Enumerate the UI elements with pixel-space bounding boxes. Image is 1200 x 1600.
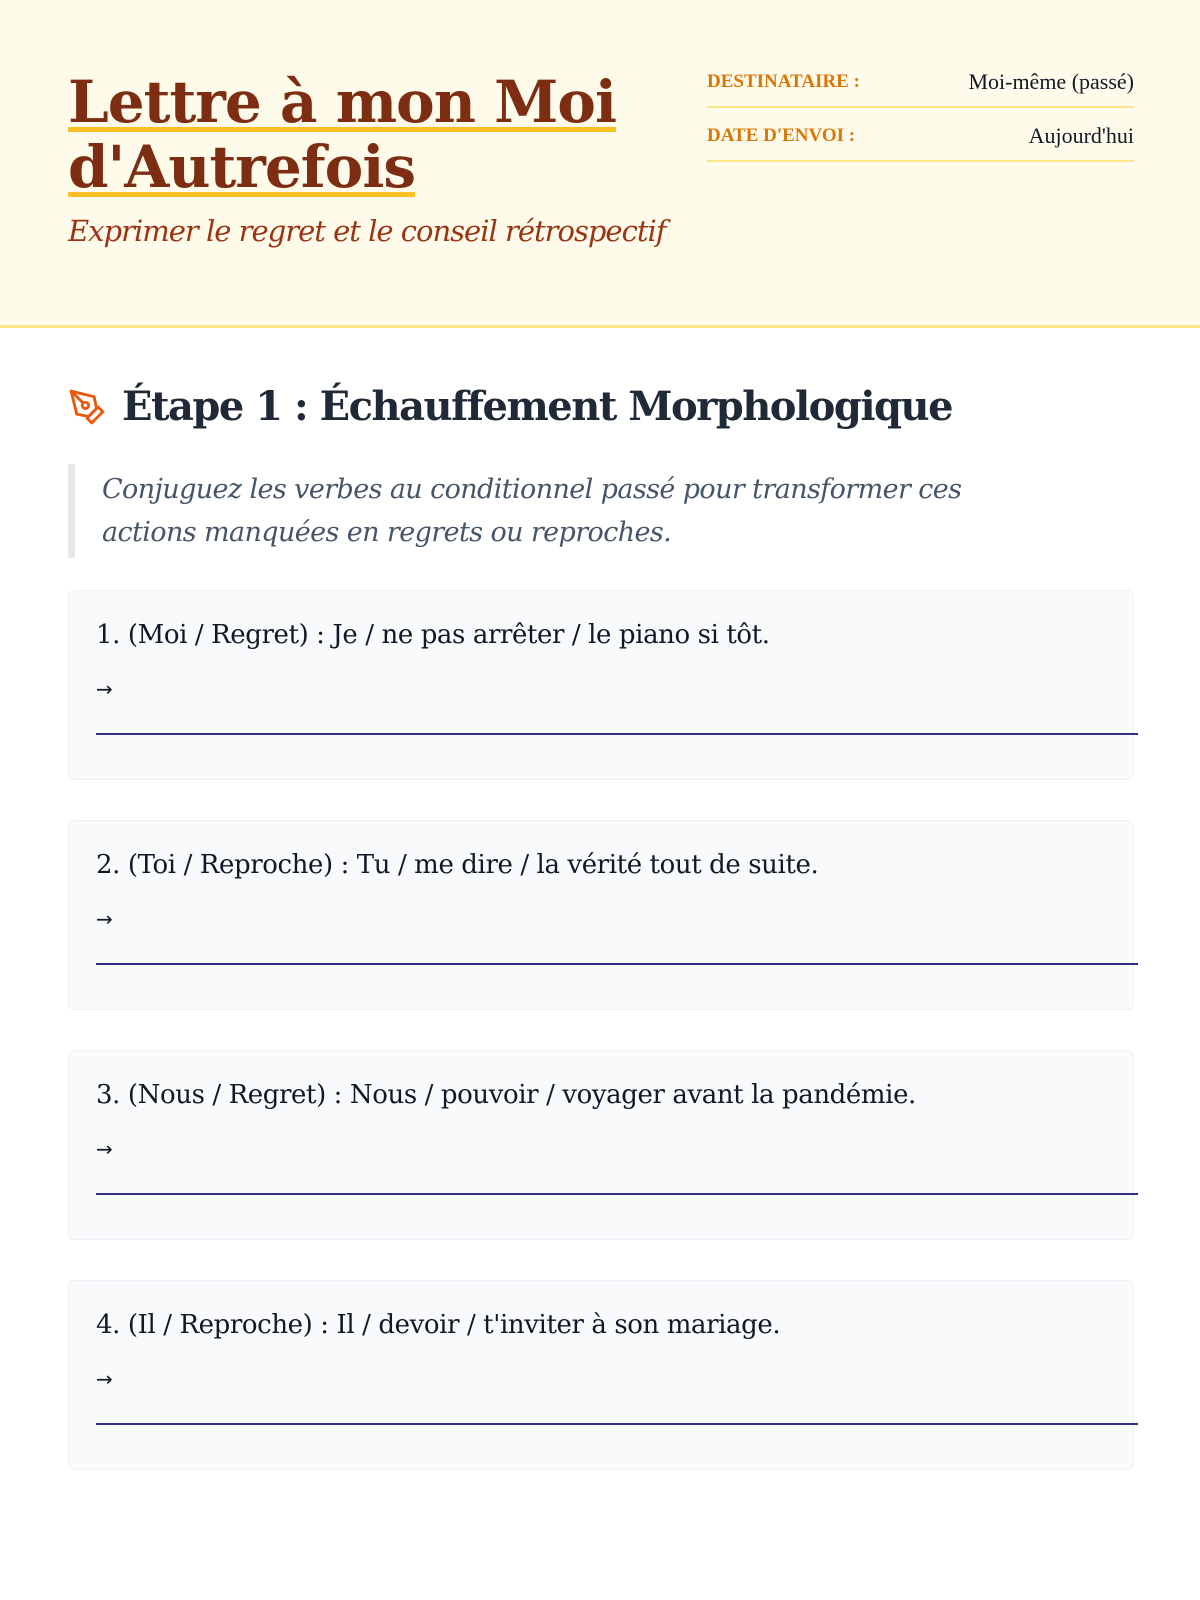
page-title-text: Lettre à mon Moi d'Autrefois xyxy=(68,68,617,201)
send-date-value: Aujourd'hui xyxy=(1028,123,1134,148)
recipient-value: Moi-même (passé) xyxy=(968,69,1134,94)
pen-nib-icon xyxy=(68,388,106,426)
exercise-prompt: 2. (Toi / Reproche) : Tu / me dire / la vérité tout de suite. xyxy=(96,850,819,880)
section-title: Étape 1 : Échauffement Morphologique xyxy=(122,383,953,430)
exercise-prompt: 3. (Nous / Regret) : Nous / pouvoir / voyager avant la pandémie. xyxy=(96,1080,916,1110)
exercise-card-4 xyxy=(68,1280,1134,1470)
meta-row-send-date xyxy=(707,112,1134,162)
answer-line[interactable] xyxy=(96,963,1138,965)
recipient-label: DESTINATAIRE : xyxy=(707,71,860,92)
exercise-prompt: 4. (Il / Reproche) : Il / devoir / t'inviter à son mariage. xyxy=(96,1310,781,1340)
answer-line[interactable] xyxy=(96,1423,1138,1425)
exercise-card-2 xyxy=(68,820,1134,1010)
arrow-icon: → xyxy=(96,1367,113,1391)
meta-row-recipient xyxy=(707,58,1134,108)
page-subtitle: Exprimer le regret et le conseil rétrospectif xyxy=(68,214,666,248)
page-title xyxy=(68,70,628,200)
arrow-icon: → xyxy=(96,1137,113,1161)
arrow-icon: → xyxy=(96,677,113,701)
arrow-icon: → xyxy=(96,907,113,931)
instructions-quote: Conjuguez les verbes au conditionnel passé pour transformer ces actions manquées en regrets ou reproches. xyxy=(68,464,1058,558)
send-date-label: DATE D'ENVOI : xyxy=(707,125,856,146)
exercise-card-1 xyxy=(68,590,1134,780)
answer-line[interactable] xyxy=(96,1193,1138,1195)
exercise-prompt: 1. (Moi / Regret) : Je / ne pas arrêter / le piano si tôt. xyxy=(96,620,770,650)
exercise-card-3 xyxy=(68,1050,1134,1240)
section-header xyxy=(68,383,952,430)
letter-header xyxy=(0,0,1200,328)
answer-line[interactable] xyxy=(96,733,1138,735)
letter-meta xyxy=(707,58,1134,166)
